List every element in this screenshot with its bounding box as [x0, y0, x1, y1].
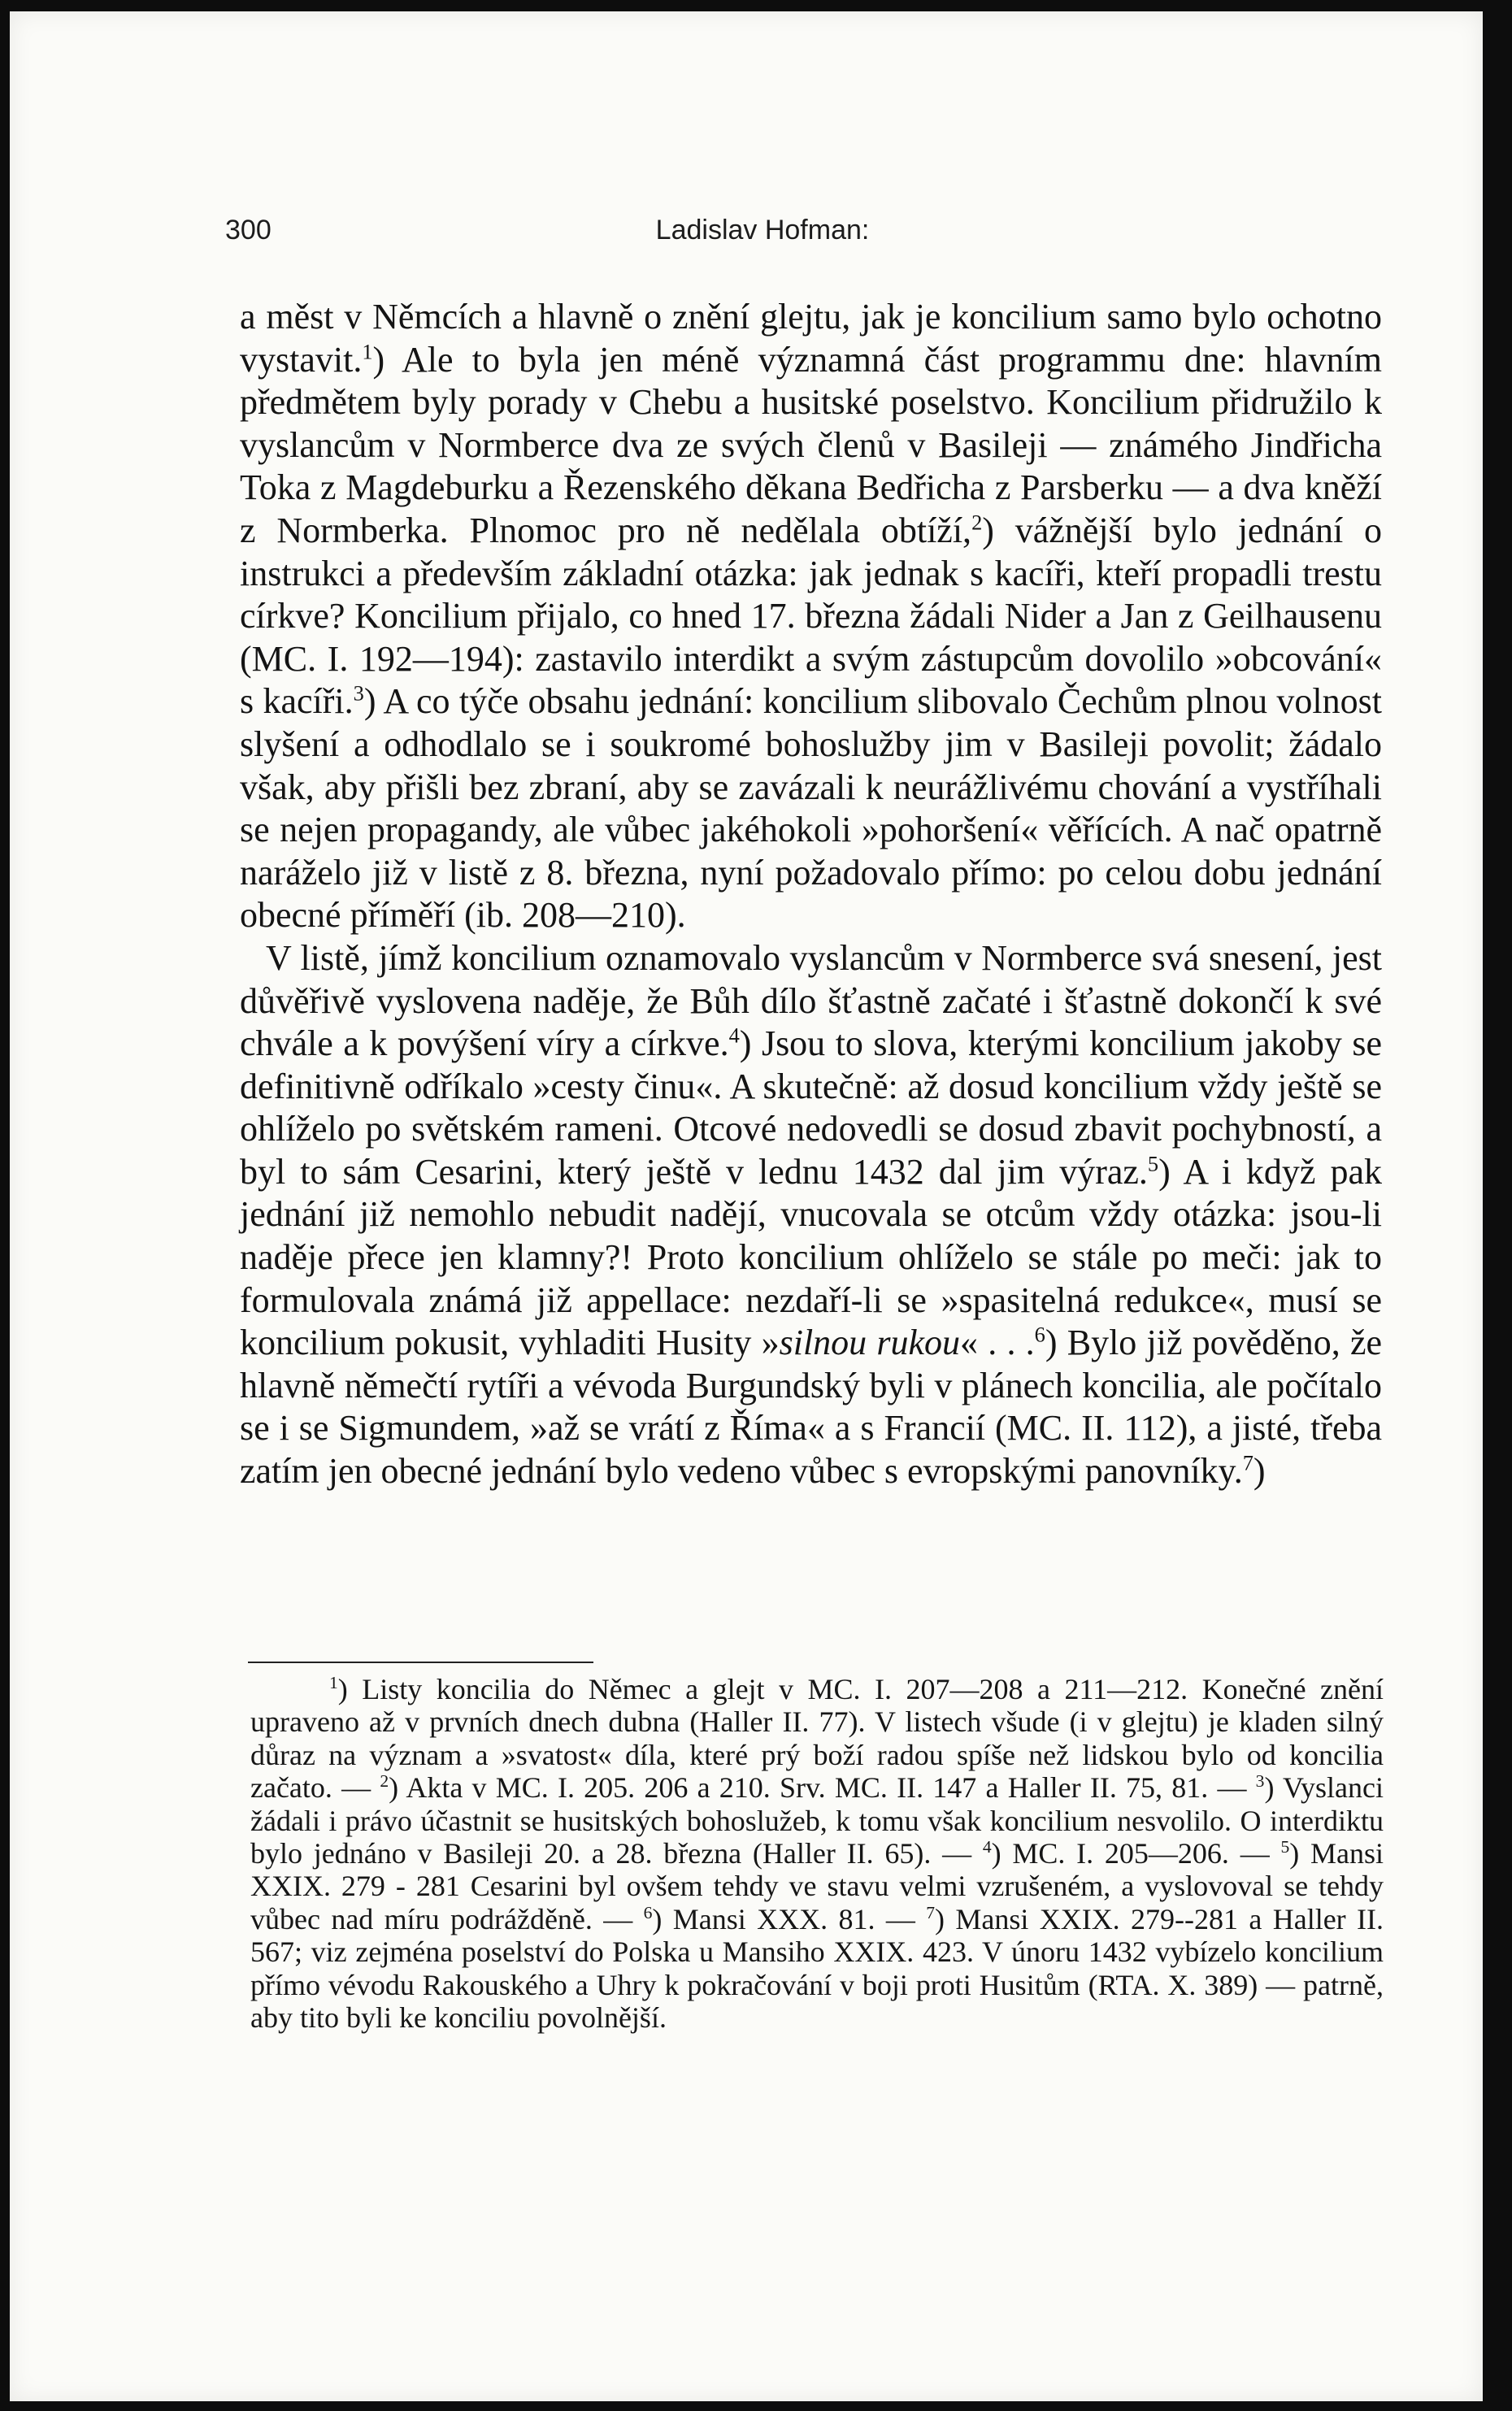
- footnote-mark: 2: [380, 1771, 389, 1792]
- footnotes: [250, 1673, 1384, 2034]
- footnote-ref: 2: [971, 510, 983, 535]
- running-head: Ladislav Hofman:: [655, 215, 870, 245]
- book-page: [10, 11, 1483, 2401]
- footnote-mark: 6: [643, 1902, 653, 1922]
- paragraph-2: V listě, jímž koncilium oznamovalo vyslancům v Normberce svá snesení, jest důvěřivě vyslovena naděje, že Bůh dílo šťastně začaté i šťastně dokončí k své chvále a k povýšení víry a církve.$^4$) Jsou to slova, kterými koncilium jakoby se definitivně odříkalo »cesty činu«. A skutečně: až dosud koncilium vždy ještě se ohlíželo po světském rameni. Otcové nedovedli se dosud zbavit pochybností, a byl to sám Cesarini, který ještě v lednu 1432 dal jim výraz.$^5$) A i když pak jednání již nemohlo nebudit nadějí, vnucovala se otcům vždy otázka: jsou-li naděje přece jen klamny?! Proto koncilium ohlíželo se stále po meči: jak to formulovala známá již appellace: nezdaří-li se »spasitelná redukce«, musí se koncilium pokusit, vyhladiti Husity »silnou rukou« . . .$^6$) Bylo již pověděno, že hlavně němečtí rytíři a vévoda Burgundský byli v plánech koncilia, ale počítalo se i se Sigmundem, »až se vrátí z Říma« a s Francií (MC. II. 112), a jisté, třeba zatím jen obecné jednání bylo vedeno vůbec s evropskými panovníky.$^7$): [240, 937, 1383, 1492]
- footnote-mark: 3: [1255, 1771, 1265, 1792]
- page-header: [10, 215, 1483, 263]
- footnote-ref: 3: [353, 680, 364, 706]
- footnote-mark: 1: [329, 1673, 338, 1692]
- footnote-rule: [248, 1662, 593, 1663]
- footnote-mark: 4: [982, 1837, 992, 1857]
- footnote-mark: 7: [926, 1902, 935, 1922]
- italic-quote: silnou rukou: [779, 1323, 961, 1363]
- page-number: 300: [225, 215, 272, 245]
- footnote-ref: 5: [1147, 1151, 1159, 1176]
- footnote-ref: 6: [1034, 1322, 1045, 1347]
- footnote-ref: 7: [1242, 1450, 1253, 1475]
- footnote-ref: 1: [362, 338, 373, 363]
- paragraph-1: a měst v Němcích a hlavně o znění glejtu, jak je koncilium samo bylo ochotno vystavit.$^1$) Ale to byla jen méně významná část programmu dne: hlavním předmětem byly porady v Chebu a husitské poselstvo. Koncilium přidružilo k vyslancům v Normberce dva ze svých členů v Basileji — známého Jindřicha Toka z Magdeburku a Řezenského děkana Bedřicha z Parsberku — a dva kněží z Normberka. Plnomoc pro ně nedělala obtíží,$^2$) vážnější bylo jednání o instrukci a především základní otázka: jak jednak s kacíři, kteří propadli trestu církve? Koncilium přijalo, co hned 17. března žádali Nider a Jan z Geilhausenu (MC. I. 192—194): zastavilo interdikt a svým zástupcům dovolilo »obcování« s kacíři.$^3$) A co týče obsahu jednání: koncilium slibovalo Čechům plnou volnost slyšení a odhodlalo se i soukromé bohoslužby jim v Basileji povolit; žádalo však, aby přišli bez zbraní, aby se zavázali k neurážlivému chování a vystříhali se nejen propagandy, ale vůbec jakéhokoli »pohoršení« věřících. A nač opatrně naráželo již v listě z 8. března, nyní požadovalo přímo: po celou dobu jednání obecné příměří (ib. 208—210).: [240, 297, 1382, 936]
- footnote-ref: 4: [728, 1023, 740, 1048]
- footnote-block: $^1$) Listy koncilia do Němec a glejt v MC. I. 207—208 a 211—212. Konečné znění upraveno až v prvních dnech dubna (Haller II. 77). V listech všude (i v glejtu) je kladen silný důraz na význam a »svatost« díla, které prý boží radou spíše než lidskou bylo od koncilia začato. — $^2$) Akta v MC. I. 205. 206 a 210. Srv. MC. II. 147 a Haller II. 75, 81. — $^3$) Vyslanci žádali i právo účastnit se husitských bohoslužeb, k tomu však koncilium nesvolilo. O interdiktu bylo jednáno v Basileji 20. a 28. března (Haller II. 65). — $^4$) MC. I. 205—206. — $^5$) Mansi XXIX. 279 - 281 Cesarini byl ovšem tehdy ve stavu velmi vzrušeném, a vyslovoval se tehdy vůbec nad míru podrážděně. — $^6$) Mansi XXX. 81. — $^7$) Mansi XXIX. 279--281 a Haller II. 567; viz zejména poselství do Polska u Mansiho XXIX. 423. V únoru 1432 vybízelo koncilium přímo vévodu Rakouského a Uhry k pokračování v boji proti Husitům (RTA. X. 389) — patrně, aby tito byli ke konciliu povolnější.: [250, 1673, 1384, 2035]
- main-text: [240, 296, 1382, 1493]
- footnote-mark: 5: [1280, 1837, 1290, 1857]
